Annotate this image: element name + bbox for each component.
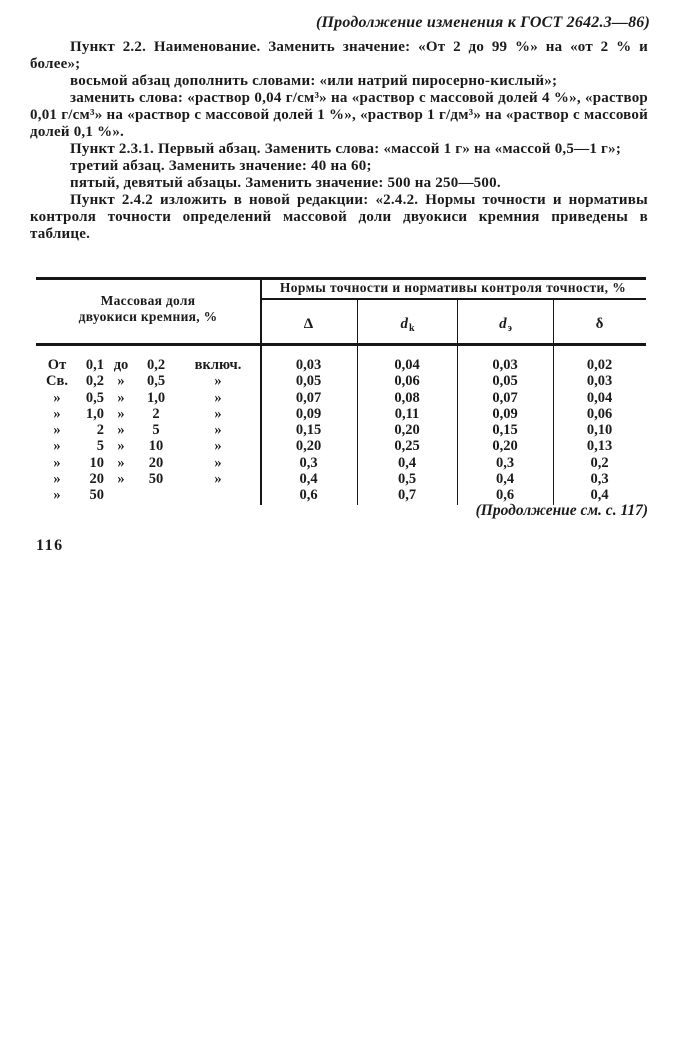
value-small-delta: 0,03 bbox=[586, 373, 613, 390]
range-from: 2 bbox=[96, 422, 104, 439]
range-connector: » bbox=[117, 389, 125, 406]
range-to: 10 bbox=[148, 438, 164, 455]
range-suffix: » bbox=[214, 389, 222, 406]
paragraph: восьмой абзац дополнить словами: «или натрий пиросерно-кислый»; bbox=[70, 73, 558, 89]
value-dk: 0,20 bbox=[394, 422, 420, 439]
symbol-subscript: k bbox=[408, 322, 415, 334]
symbol: δ bbox=[595, 315, 604, 332]
page-number: 116 bbox=[36, 537, 64, 554]
range-to: 0,5 bbox=[146, 373, 166, 390]
range-suffix: » bbox=[214, 405, 222, 422]
value-small-delta: 0,06 bbox=[586, 405, 613, 422]
value-dk: 0,04 bbox=[394, 357, 420, 373]
symbol: Δ bbox=[303, 315, 314, 332]
range-prefix: » bbox=[53, 454, 61, 471]
range-to: 5 bbox=[152, 422, 160, 439]
range-prefix: От bbox=[47, 357, 67, 373]
range-connector: » bbox=[117, 405, 125, 422]
range-to: 20 bbox=[148, 454, 164, 471]
range-connector: » bbox=[117, 438, 125, 455]
group-header: Нормы точности и нормативы контроля точности, % bbox=[279, 280, 627, 295]
body-paragraphs bbox=[30, 39, 648, 243]
continuation-footer: (Продолжение см. с. 117) bbox=[475, 502, 648, 519]
group-header-underline bbox=[260, 298, 646, 300]
symbol-subscript: э bbox=[507, 322, 512, 334]
range-from: 10 bbox=[89, 454, 104, 471]
paragraph: третий абзац. Заменить значение: 40 на 60; bbox=[70, 158, 372, 174]
value-delta: 0,03 bbox=[295, 357, 322, 373]
range-prefix: » bbox=[53, 389, 61, 406]
range-to: 1,0 bbox=[146, 389, 166, 406]
value-de: 0,09 bbox=[492, 405, 518, 422]
range-from: 20 bbox=[89, 471, 104, 488]
value-dk: 0,11 bbox=[394, 405, 420, 422]
range-prefix: Св. bbox=[46, 373, 68, 390]
table-row bbox=[36, 438, 646, 454]
value-dk: 0,5 bbox=[397, 471, 417, 488]
table-row bbox=[36, 422, 646, 438]
range-suffix: включ. bbox=[194, 357, 242, 373]
table-body bbox=[36, 346, 646, 504]
range-prefix: » bbox=[53, 422, 61, 439]
value-dk: 0,08 bbox=[394, 389, 420, 406]
range-prefix: » bbox=[53, 438, 61, 455]
symbol: d bbox=[400, 315, 408, 332]
value-de: 0,4 bbox=[495, 471, 515, 488]
accuracy-norms-table bbox=[36, 277, 646, 505]
range-to: 0,2 bbox=[146, 357, 166, 373]
range-cell bbox=[36, 422, 260, 439]
value-delta: 0,20 bbox=[295, 438, 322, 455]
range-cell bbox=[36, 471, 260, 488]
paragraph: пятый, девятый абзацы. Заменить значение: 500 на 250—500. bbox=[70, 175, 501, 191]
table-row bbox=[36, 357, 646, 373]
value-dk: 0,4 bbox=[397, 454, 417, 471]
range-to: 2 bbox=[152, 405, 160, 422]
range-from: 1,0 bbox=[85, 405, 104, 422]
value-small-delta: 0,3 bbox=[590, 471, 609, 488]
range-connector: до bbox=[113, 357, 129, 373]
range-to: 50 bbox=[148, 471, 164, 488]
symbol: d bbox=[499, 315, 507, 332]
paragraph: Пункт 2.3.1. Первый абзац. Заменить слова: «массой 1 г» на «массой 0,5—1 г»; bbox=[70, 141, 622, 157]
value-de: 0,6 bbox=[495, 487, 515, 504]
column-header-line1: Массовая доля bbox=[100, 293, 196, 308]
value-de: 0,3 bbox=[495, 454, 515, 471]
range-connector: » bbox=[117, 454, 125, 471]
range-prefix: » bbox=[53, 405, 61, 422]
range-cell bbox=[36, 357, 260, 374]
value-delta: 0,4 bbox=[299, 471, 318, 488]
value-small-delta: 0,4 bbox=[590, 487, 609, 504]
value-de: 0,07 bbox=[492, 389, 518, 406]
range-from: 5 bbox=[96, 438, 104, 455]
range-connector: » bbox=[117, 471, 125, 488]
range-prefix: » bbox=[53, 471, 61, 488]
value-delta: 0,3 bbox=[299, 454, 318, 471]
range-suffix: » bbox=[214, 471, 222, 488]
value-small-delta: 0,13 bbox=[586, 438, 613, 455]
range-from: 0,1 bbox=[85, 357, 104, 373]
column-header-line2: двуокиси кремния, % bbox=[78, 309, 218, 324]
range-from: 0,2 bbox=[85, 373, 104, 390]
column-header-dk bbox=[357, 307, 457, 341]
value-dk: 0,7 bbox=[397, 487, 417, 504]
value-delta: 0,05 bbox=[295, 373, 322, 390]
table-row bbox=[36, 373, 646, 389]
range-suffix: » bbox=[214, 422, 222, 439]
table-row bbox=[36, 406, 646, 422]
range-cell bbox=[36, 406, 260, 423]
value-delta: 0,6 bbox=[299, 487, 318, 504]
value-delta: 0,09 bbox=[295, 405, 322, 422]
range-connector: » bbox=[117, 373, 125, 390]
column-header-de bbox=[457, 307, 553, 341]
range-cell bbox=[36, 390, 260, 407]
paragraph: заменить слова: «раствор 0,04 г/см³» на «раствор с массовой долей 4 %», «раствор 0,01 г/см³» на «раствор с массовой долей 1 %», «раствор 1 г/дм³» на «раствор с массовой долей 0,1 %». bbox=[30, 90, 648, 140]
value-dk: 0,25 bbox=[394, 438, 420, 455]
column-header-delta bbox=[260, 307, 357, 341]
range-cell bbox=[36, 438, 260, 455]
column-header-small-delta bbox=[553, 307, 646, 341]
column-header-mass-fraction bbox=[36, 293, 260, 325]
value-delta: 0,07 bbox=[295, 389, 322, 406]
value-dk: 0,06 bbox=[394, 373, 420, 390]
range-cell bbox=[36, 455, 260, 472]
value-small-delta: 0,10 bbox=[586, 422, 613, 439]
table-row bbox=[36, 455, 646, 471]
range-suffix: » bbox=[214, 454, 222, 471]
range-prefix: » bbox=[53, 487, 61, 504]
paragraph: Пункт 2.2. Наименование. Заменить значение: «От 2 до 99 %» на «от 2 % и более»; bbox=[30, 39, 648, 72]
value-de: 0,03 bbox=[492, 357, 518, 373]
range-suffix: » bbox=[214, 438, 222, 455]
value-de: 0,20 bbox=[492, 438, 518, 455]
value-de: 0,05 bbox=[492, 373, 518, 390]
value-delta: 0,15 bbox=[295, 422, 322, 439]
value-small-delta: 0,02 bbox=[586, 357, 613, 373]
paragraph: Пункт 2.4.2 изложить в новой редакции: «2.4.2. Нормы точности и нормативы контроля точности определений массовой доли двуокиси кремния приведены в таблице. bbox=[30, 192, 648, 242]
range-from: 0,5 bbox=[85, 389, 104, 406]
range-cell bbox=[36, 487, 260, 504]
range-suffix: » bbox=[214, 373, 222, 390]
value-small-delta: 0,04 bbox=[586, 389, 613, 406]
value-small-delta: 0,2 bbox=[590, 454, 609, 471]
range-connector: » bbox=[117, 422, 125, 439]
value-de: 0,15 bbox=[492, 422, 518, 439]
range-cell bbox=[36, 373, 260, 390]
table-row bbox=[36, 390, 646, 406]
table-row bbox=[36, 471, 646, 487]
continuation-header: (Продолжение изменения к ГОСТ 2642.3—86) bbox=[315, 14, 650, 31]
range-from: 50 bbox=[89, 487, 104, 504]
